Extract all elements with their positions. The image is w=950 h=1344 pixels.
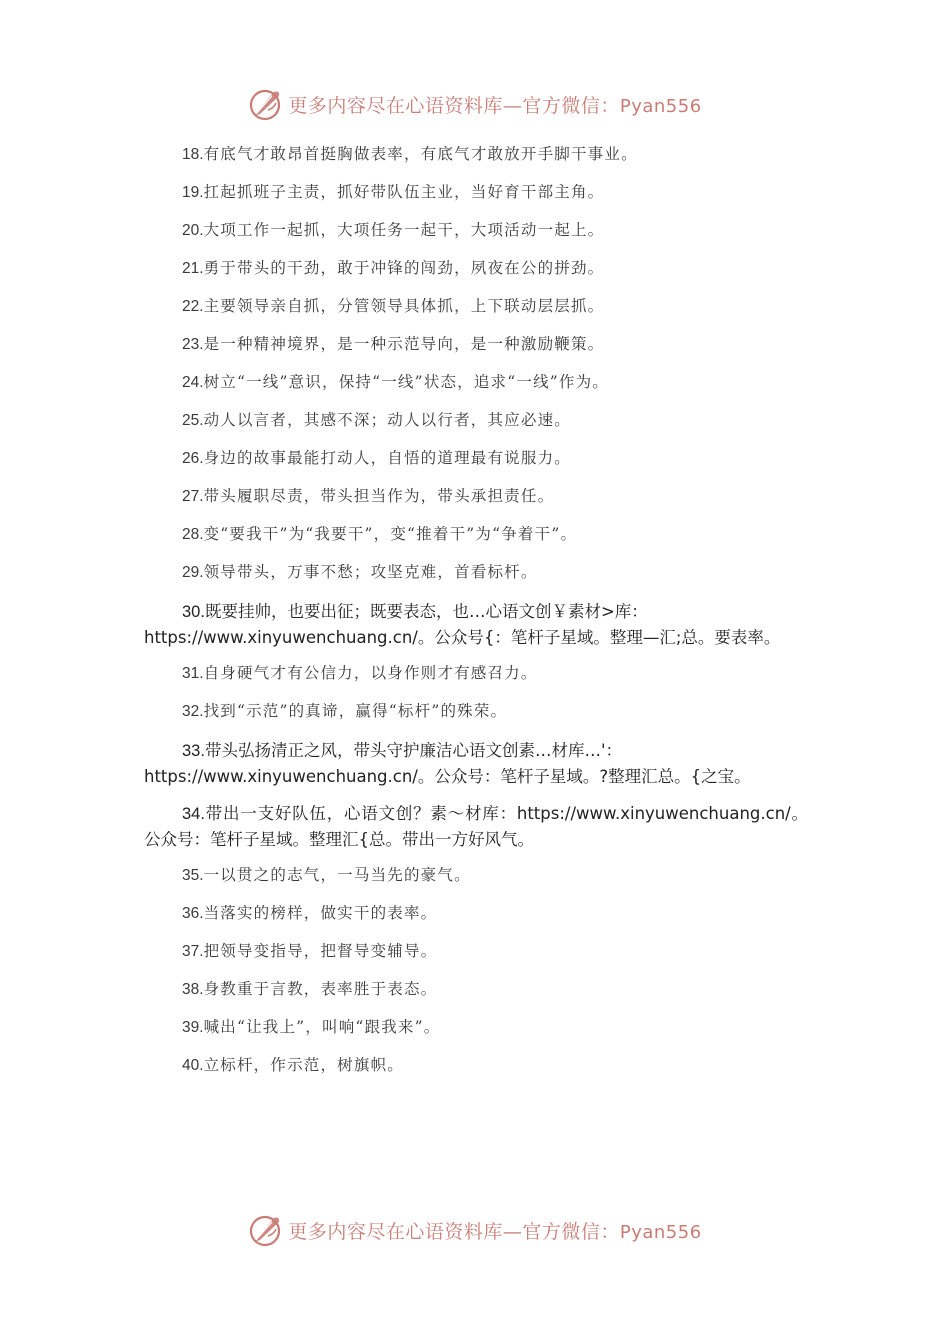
item-text: 勇于带头的干劲，敢于冲锋的闯劲，夙夜在公的拼劲。 [203, 259, 605, 277]
item-text: 主要领导亲自抓，分管领导具体抓，上下联动层层抓。 [203, 297, 605, 315]
list-item [144, 978, 808, 1001]
item-text: 身边的故事最能打动人，自悟的道理最有说服力。 [203, 449, 571, 467]
header-watermark-banner [0, 84, 950, 124]
quill-pen-logo-icon [248, 86, 284, 122]
item-text: 动人以言者，其感不深；动人以行者，其应必速。 [203, 411, 571, 429]
item-number: 39. [182, 1019, 204, 1036]
list-item [144, 700, 808, 723]
banner-text-main: 更多内容尽在心语资料库—官方微信： [288, 1220, 620, 1243]
list-item-watermarked [144, 599, 808, 650]
item-text: 既要挂帅，也要出征；既要表态，也…心语文创￥素材>库：https://www.xinyuwenchuang.cn/。公众号{：笔杆子星域。整理—汇;总。要表率。 [144, 602, 781, 647]
item-text: 有底气才敢昂首挺胸做表率，有底气才敢放开手脚干事业。 [203, 145, 638, 163]
list-item [144, 1054, 808, 1077]
list-item [144, 371, 808, 394]
item-text: 是一种精神境界，是一种示范导向，是一种激励鞭策。 [203, 335, 605, 353]
list-item [144, 333, 808, 356]
item-number: 22. [182, 298, 204, 315]
item-number: 37. [182, 943, 204, 960]
list-item [144, 257, 808, 280]
item-number: 26. [182, 450, 204, 467]
item-number: 35. [182, 867, 204, 884]
list-item [144, 485, 808, 508]
item-number: 23. [182, 336, 204, 353]
list-item-watermarked [144, 738, 808, 789]
list-item [144, 662, 808, 685]
list-item [144, 409, 808, 432]
banner-text-main: 更多内容尽在心语资料库—官方微信： [288, 94, 620, 117]
item-number: 38. [182, 981, 204, 998]
banner-text [288, 1217, 701, 1244]
item-number: 34. [182, 805, 205, 823]
list-item [144, 181, 808, 204]
item-text: 找到“示范”的真谛，赢得“标杆”的殊荣。 [203, 702, 508, 720]
document-body [144, 143, 808, 1092]
item-text: 大项工作一起抓，大项任务一起干，大项活动一起上。 [203, 221, 605, 239]
list-item [144, 561, 808, 584]
item-number: 28. [182, 526, 204, 543]
item-text: 喊出“让我上”，叫响“跟我来”。 [203, 1018, 441, 1036]
banner-text [288, 91, 701, 118]
banner-wechat-id: Pyan556 [619, 1221, 702, 1243]
item-text: 树立“一线”意识，保持“一线”状态，追求“一线”作为。 [203, 373, 610, 391]
item-number: 29. [182, 564, 204, 581]
item-number: 32. [182, 703, 204, 720]
item-number: 30. [182, 603, 205, 621]
item-number: 19. [182, 184, 204, 201]
list-item [144, 219, 808, 242]
list-item [144, 1016, 808, 1039]
item-text: 带头履职尽责，带头担当作为，带头承担责任。 [203, 487, 555, 505]
item-number: 33. [182, 742, 205, 760]
list-item [144, 864, 808, 887]
item-text: 身教重于言教，表率胜于表态。 [203, 980, 438, 998]
banner-content [248, 1212, 701, 1248]
item-text: 扛起抓班子主责，抓好带队伍主业，当好育干部主角。 [203, 183, 605, 201]
item-number: 20. [182, 222, 204, 239]
list-item-watermarked [144, 801, 808, 852]
item-text: 变“要我干”为“我要干”，变“推着干”为“争着干”。 [203, 525, 578, 543]
item-text: 带头弘扬清正之风，带头守护廉洁心语文创素…材库…'：https://www.xinyuwenchuang.cn/。公众号：笔杆子星域。?整理汇总。{之宝。 [144, 741, 751, 786]
item-text: 自身硬气才有公信力，以身作则才有感召力。 [203, 664, 538, 682]
item-number: 18. [182, 146, 204, 163]
item-text: 带出一支好队伍，心语文创？素～材库：https://www.xinyuwenchuang.cn/。公众号：笔杆子星域。整理汇{总。带出一方好风气。 [144, 804, 808, 849]
item-text: 当落实的榜样，做实干的表率。 [203, 904, 438, 922]
item-number: 36. [182, 905, 204, 922]
item-text: 一以贯之的志气，一马当先的豪气。 [203, 866, 471, 884]
item-number: 25. [182, 412, 204, 429]
item-text: 领导带头，万事不愁；攻坚克难，首看标杆。 [203, 563, 538, 581]
list-item [144, 447, 808, 470]
item-number: 31. [182, 665, 204, 682]
banner-content [248, 86, 701, 122]
list-item [144, 295, 808, 318]
quill-pen-logo-icon [248, 1212, 284, 1248]
item-number: 24. [182, 374, 204, 391]
banner-wechat-id: Pyan556 [619, 95, 702, 117]
list-item [144, 940, 808, 963]
list-item [144, 902, 808, 925]
footer-watermark-banner [0, 1210, 950, 1250]
item-number: 27. [182, 488, 204, 505]
list-item [144, 523, 808, 546]
list-item [144, 143, 808, 166]
item-text: 把领导变指导，把督导变辅导。 [203, 942, 438, 960]
item-number: 40. [182, 1057, 204, 1074]
item-number: 21. [182, 260, 204, 277]
item-text: 立标杆，作示范，树旗帜。 [203, 1056, 404, 1074]
